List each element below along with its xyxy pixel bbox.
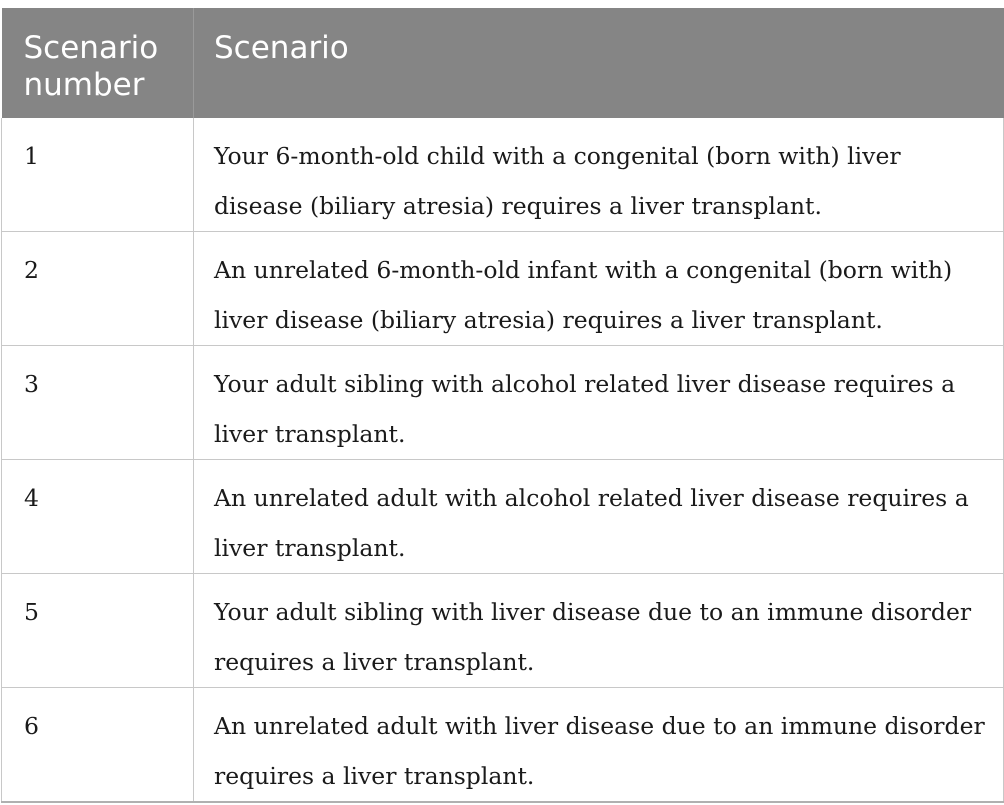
table-row — [2, 460, 1004, 574]
table-row — [2, 118, 1004, 232]
table-header — [2, 8, 1004, 118]
scenario-text-cell: Your adult sibling with liver disease due to an immune disorder requires a liver transplant. — [194, 574, 1004, 688]
scenario-number-cell: 3 — [2, 346, 194, 460]
scenario-text-cell: An unrelated adult with liver disease due to an immune disorder requires a liver transplant. — [194, 688, 1004, 803]
header-row — [2, 8, 1004, 118]
table-row — [2, 346, 1004, 460]
scenario-table — [1, 8, 1004, 803]
scenario-number-cell: 4 — [2, 460, 194, 574]
scenario-number-cell: 2 — [2, 232, 194, 346]
scenario-number-cell: 5 — [2, 574, 194, 688]
scenario-table-container — [1, 8, 1003, 803]
scenario-text-cell: Your adult sibling with alcohol related liver disease requires a liver transplant. — [194, 346, 1004, 460]
header-scenario: Scenario — [194, 8, 1004, 118]
table-row — [2, 232, 1004, 346]
table-row — [2, 688, 1004, 803]
scenario-number-cell: 6 — [2, 688, 194, 803]
table-row — [2, 574, 1004, 688]
scenario-text-cell: An unrelated adult with alcohol related liver disease requires a liver transplant. — [194, 460, 1004, 574]
scenario-text-cell: An unrelated 6-month-old infant with a congenital (born with) liver disease (biliary atresia) requires a liver transplant. — [194, 232, 1004, 346]
scenario-number-cell: 1 — [2, 118, 194, 232]
scenario-text-cell: Your 6-month-old child with a congenital (born with) liver disease (biliary atresia) requires a liver transplant. — [194, 118, 1004, 232]
header-scenario-number: Scenario number — [2, 8, 194, 118]
table-body — [2, 118, 1004, 802]
